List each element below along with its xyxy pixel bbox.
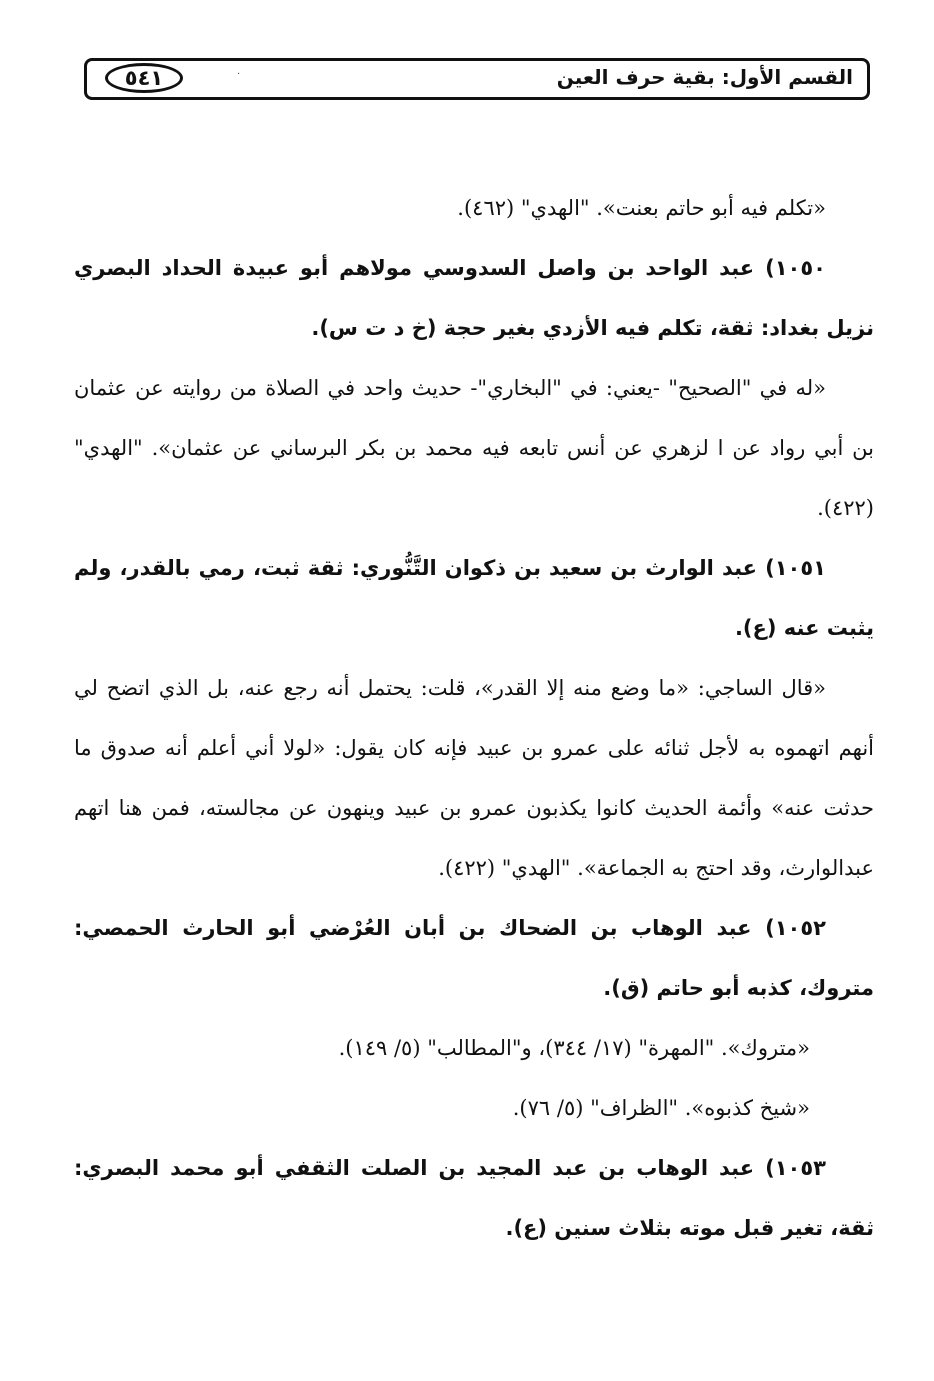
paragraph: «له في "الصحيح" -يعني: في "البخاري"- حديث واحد في الصلاة من روايته عن عثمان بن أبي رواد عن ا لزهري عن أنس تابعه فيه محمد بن بكر البرساني عن عثمان». "الهدي" (٤٢٢). [74,376,874,520]
header-title: القسم الأول: بقية حرف العين [556,65,853,89]
page-number: ٥٤١ [105,63,183,93]
entry-paragraph: ١٠٥١) عبد الوارث بن سعيد بن ذكوان التَّنُّوري: ثقة ثبت، رمي بالقدر، ولم يثبت عنه (ع). [74,556,874,640]
entry-paragraph: ١٠٥٢) عبد الوهاب بن الضحاك بن أبان العُرْضي أبو الحارث الحمصي: متروك، كذبه أبو حاتم (ق). [74,916,874,1000]
page-header [84,58,870,100]
paragraph: «متروك». "المهرة" (١٧/ ٣٤٤)، و"المطالب" (٥/ ١٤٩). [338,1036,810,1060]
entry-paragraph: ١٠٥٣) عبد الوهاب بن عبد المجيد بن الصلت الثقفي أبو محمد البصري: ثقة، تغير قبل موته بثلاث سنين (ع). [74,1156,874,1240]
paragraph: «تكلم فيه أبو حاتم بعنت». "الهدي" (٤٦٢). [457,196,826,220]
entry-paragraph: ١٠٥٠) عبد الواحد بن واصل السدوسي مولاهم أبو عبيدة الحداد البصري نزيل بغداد: ثقة، تكلم فيه الأزدي بغير حجة (خ د ت س). [74,256,874,340]
page-body [74,178,874,1258]
paragraph: «شيخ كذبوه». "الظراف" (٥/ ٧٦). [512,1096,810,1120]
scan-speck: · [237,69,241,80]
paragraph: «قال الساجي: «ما وضع منه إلا القدر»، قلت: يحتمل أنه رجع عنه، بل الذي اتضح لي أنهم اتهموه به لأجل ثنائه على عمرو بن عبيد فإنه كان يقول: «لولا أني أعلم أنه صدوق ما حدثت عنه» وأئمة الحديث كانوا يكذبون عمرو بن عبيد وينهون عن مجالسته، فمن هنا اتهم عبدالوارث، وقد احتج به الجماعة». "الهدي" (٤٢٢). [74,676,874,880]
